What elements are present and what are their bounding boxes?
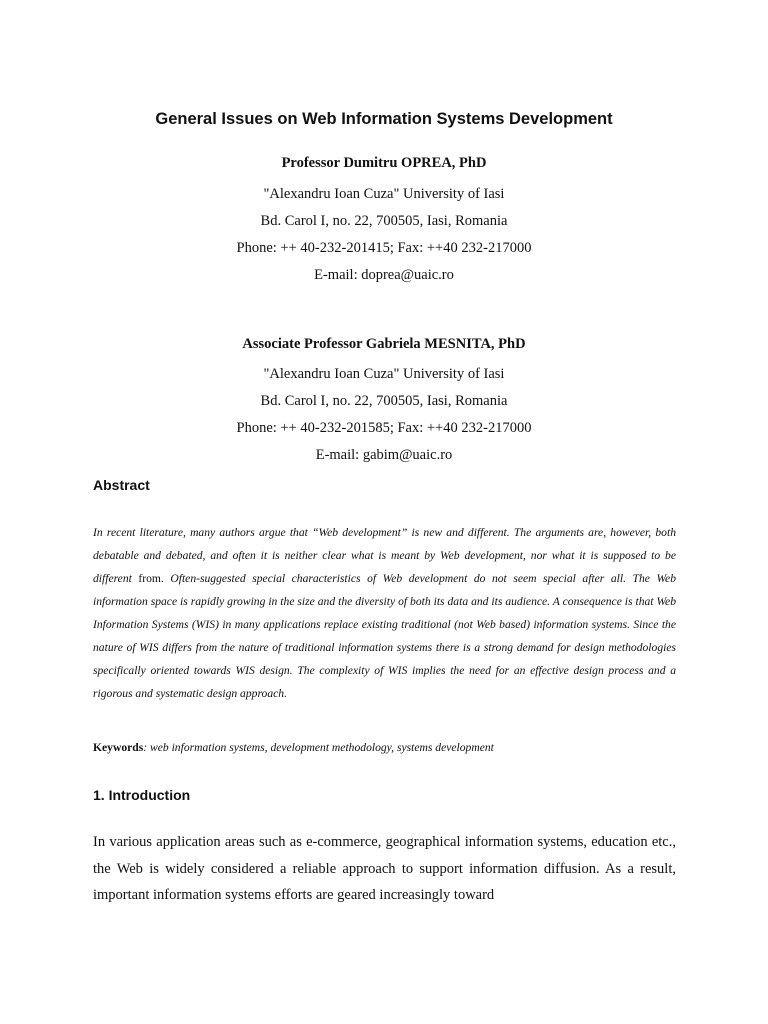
introduction-heading: 1. Introduction [93,787,191,803]
abstract-text-upright: from. [138,572,164,585]
author-2-phone: Phone: ++ 40-232-201585; Fax: ++40 232-217000 [236,420,532,436]
abstract-text-part2: Often-suggested special characteristics of Web development do not seem special after all. The Web information space is rapidly growing in the size and the diversity of both its data and its audience. A consequence is that Web Information Systems (WIS) in many applications replace existing traditional (not Web based) information systems. Since the nature of WIS differs from the nature of traditional information systems there is a strong demand for design methodologies specifically oriented towards WIS design. The complexity of WIS implies the need for an effective design process and a rigorous and systematic design approach. [93,572,676,700]
abstract-heading: Abstract [93,477,150,493]
author-1-affiliation: "Alexandru Ioan Cuza" University of Iasi [263,186,505,202]
author-2-address: Bd. Carol I, no. 22, 700505, Iasi, Romania [260,393,508,409]
author-1-email: E-mail: doprea@uaic.ro [314,267,454,283]
abstract-text [93,521,676,705]
author-2-name: Associate Professor Gabriela MESNITA, PhD [242,336,526,352]
author-2-email: E-mail: gabim@uaic.ro [315,447,453,463]
introduction-text: In various application areas such as e-commerce, geographical information systems, education etc., the Web is widely considered a reliable approach to support information diffusion. As a result, important information systems efforts are geared increasingly toward [93,834,676,903]
keywords-label: Keywords [93,741,144,754]
author-1-name: Professor Dumitru OPREA, PhD [281,155,487,171]
keywords-line [93,738,676,758]
author-1-phone: Phone: ++ 40-232-201415; Fax: ++40 232-217000 [236,240,532,256]
author-1-address: Bd. Carol I, no. 22, 700505, Iasi, Romania [260,213,508,229]
abstract-text-part1: In recent literature, many authors argue that “Web development” is new and different. The arguments are, however, both debatable and debated, and often it is neither clear what is meant by Web development, nor what it is supposed to be different [93,526,676,585]
paper-title: General Issues on Web Information Systems Development [155,110,613,128]
author-2-affiliation: "Alexandru Ioan Cuza" University of Iasi [263,366,505,382]
keywords-text: : web information systems, development methodology, systems development [143,741,494,754]
